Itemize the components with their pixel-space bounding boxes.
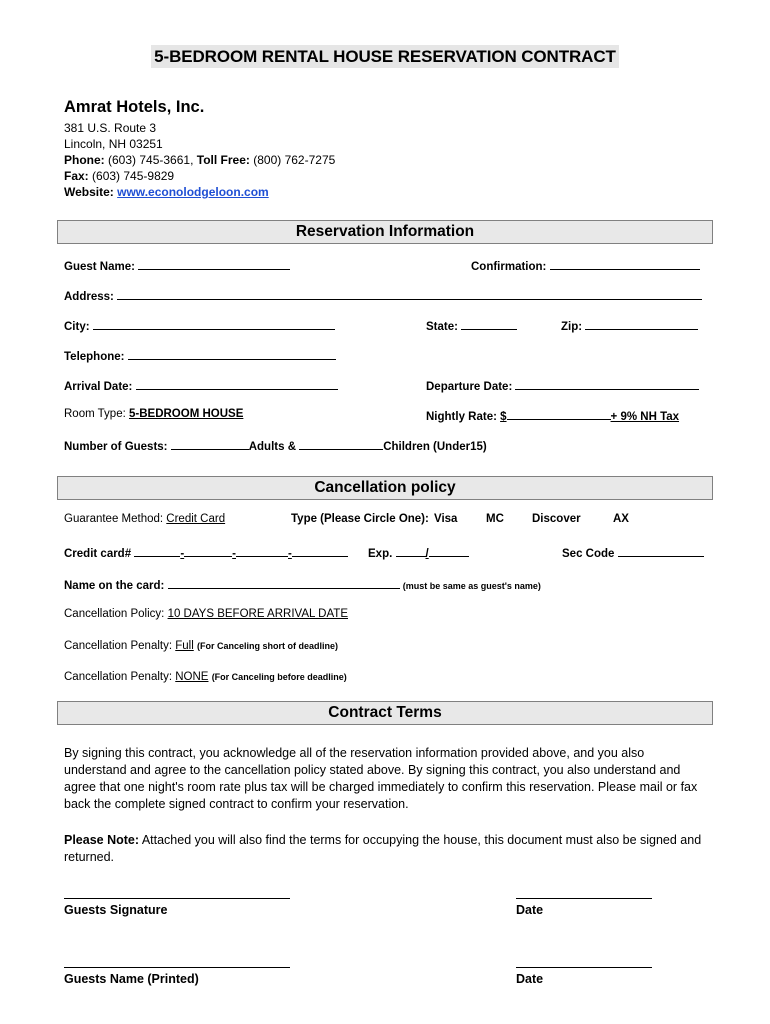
penalty-none-note: (For Canceling before deadline)	[211, 672, 347, 682]
city-field	[64, 318, 335, 333]
company-website-line	[64, 184, 269, 200]
guest-name-line[interactable]	[138, 258, 290, 270]
company-city: Lincoln, NH 03251	[64, 137, 163, 151]
nightly-rate-line[interactable]	[507, 408, 611, 420]
children-line[interactable]	[299, 438, 383, 450]
security-code-line[interactable]	[618, 545, 704, 557]
state-label: State:	[426, 321, 458, 333]
nightly-rate-field	[426, 408, 679, 423]
phone-label: Phone:	[64, 153, 105, 167]
state-line[interactable]	[461, 318, 517, 330]
fax-label: Fax:	[64, 169, 89, 183]
nightly-rate-currency: $	[500, 411, 507, 423]
credit-card-label: Credit card#	[64, 548, 132, 560]
phone-value: (603) 745-3661,	[108, 153, 194, 167]
security-code-field	[562, 545, 704, 560]
penalty-full-label: Cancellation Penalty:	[64, 640, 173, 652]
confirmation-line[interactable]	[550, 258, 700, 270]
guest-name-label: Guest Name:	[64, 261, 135, 273]
nightly-rate-tax: + 9% NH Tax	[610, 411, 680, 423]
confirmation-label: Confirmation:	[471, 261, 547, 273]
city-label: City:	[64, 321, 90, 333]
penalty-full-value: Full	[175, 640, 194, 652]
credit-card-line-2[interactable]	[184, 545, 232, 557]
expiration-field	[368, 545, 469, 560]
zip-field	[561, 318, 698, 333]
city-line[interactable]	[93, 318, 335, 330]
company-fax-line	[64, 168, 174, 184]
credit-card-line-4[interactable]	[292, 545, 348, 557]
document-title	[0, 47, 770, 67]
website-label: Website:	[64, 185, 114, 199]
cancellation-section-header: Cancellation policy	[57, 476, 713, 500]
expiration-month-line[interactable]	[396, 545, 426, 557]
departure-date-line[interactable]	[515, 378, 699, 390]
card-option-visa[interactable]: Visa	[434, 513, 458, 525]
printed-name-date-label: Date	[516, 972, 544, 986]
website-link[interactable]: www.econolodgeloon.com	[117, 185, 269, 199]
card-option-discover[interactable]: Discover	[532, 513, 581, 525]
cancellation-penalty-full	[64, 640, 338, 652]
credit-card-line-3[interactable]	[236, 545, 288, 557]
address-label: Address:	[64, 291, 114, 303]
room-type-field	[64, 408, 243, 420]
guest-name-printed-label: Guests Name (Printed)	[64, 972, 199, 986]
name-on-card-field	[64, 577, 541, 592]
arrival-date-field	[64, 378, 338, 393]
adults-line[interactable]	[171, 438, 249, 450]
company-name: Amrat Hotels, Inc.	[64, 98, 205, 116]
confirmation-field	[471, 258, 700, 273]
guest-name-field	[64, 258, 290, 273]
adults-label: Adults &	[248, 441, 296, 453]
please-note-paragraph	[64, 832, 704, 866]
cancellation-penalty-none	[64, 671, 347, 683]
credit-card-dash-1: -	[180, 548, 185, 560]
expiration-separator: /	[425, 548, 429, 560]
signature-date-label: Date	[516, 903, 544, 917]
credit-card-dash-2: -	[232, 548, 236, 560]
children-label: Children (Under15)	[383, 441, 487, 453]
card-option-mc[interactable]: MC	[486, 513, 504, 525]
card-type-label: Type (Please Circle One):	[291, 513, 429, 525]
expiration-year-line[interactable]	[429, 545, 469, 557]
fax-value: (603) 745-9829	[92, 169, 175, 183]
number-of-guests-label: Number of Guests:	[64, 441, 168, 453]
card-option-ax[interactable]: AX	[613, 513, 629, 525]
credit-card-field	[64, 545, 348, 560]
name-on-card-label: Name on the card:	[64, 580, 165, 592]
zip-line[interactable]	[585, 318, 698, 330]
cancellation-policy-label: Cancellation Policy:	[64, 608, 165, 620]
guarantee-method-value: Credit Card	[166, 513, 226, 525]
credit-card-dash-3: -	[288, 548, 292, 560]
penalty-none-value: NONE	[175, 671, 209, 683]
guest-signature-line[interactable]	[64, 898, 290, 899]
telephone-label: Telephone:	[64, 351, 125, 363]
contract-section-header: Contract Terms	[57, 701, 713, 725]
cancellation-policy-value: 10 DAYS BEFORE ARRIVAL DATE	[167, 608, 348, 620]
zip-label: Zip:	[561, 321, 583, 333]
credit-card-line-1[interactable]	[134, 545, 180, 557]
printed-name-date-line[interactable]	[516, 967, 652, 968]
guest-signature-label: Guests Signature	[64, 903, 168, 917]
please-note-label: Please Note:	[64, 833, 140, 847]
company-street: 381 U.S. Route 3	[64, 121, 157, 135]
document-title-text: 5-BEDROOM RENTAL HOUSE RESERVATION CONTRACT	[151, 45, 619, 68]
tollfree-label: Toll Free:	[196, 153, 250, 167]
name-on-card-note: (must be same as guest's name)	[402, 581, 541, 591]
penalty-full-note: (For Canceling short of deadline)	[196, 641, 338, 651]
contract-paragraph: By signing this contract, you acknowledge all of the reservation information provided above, and you also understand and agree to the cancellation policy stated above. By signing this contract, you also understand and agree that one night's room rate plus tax will be charged immediately to confirm this reservation. Please mail or fax back the complete signed contract to confirm your reservation.	[64, 746, 698, 811]
company-phone-line	[64, 152, 335, 168]
expiration-label: Exp.	[368, 548, 393, 560]
arrival-date-label: Arrival Date:	[64, 381, 133, 393]
number-of-guests-field	[64, 438, 487, 453]
address-line[interactable]	[117, 288, 702, 300]
nightly-rate-label: Nightly Rate:	[426, 411, 497, 423]
telephone-field	[64, 348, 336, 363]
please-note-text: Attached you will also find the terms for occupying the house, this document must also be signed and returned.	[64, 833, 702, 864]
penalty-none-label: Cancellation Penalty:	[64, 671, 173, 683]
telephone-line[interactable]	[128, 348, 336, 360]
security-code-label: Sec Code	[562, 548, 615, 560]
guarantee-method-field	[64, 513, 225, 525]
signature-date-line[interactable]	[516, 898, 652, 899]
cancellation-policy-field	[64, 608, 348, 620]
room-type-label: Room Type:	[64, 408, 126, 420]
departure-date-label: Departure Date:	[426, 381, 513, 393]
guest-name-printed-line[interactable]	[64, 967, 290, 968]
tollfree-value: (800) 762-7275	[253, 153, 336, 167]
state-field	[426, 318, 517, 333]
room-type-value: 5-BEDROOM HOUSE	[129, 408, 244, 420]
arrival-date-line[interactable]	[136, 378, 338, 390]
name-on-card-line[interactable]	[168, 577, 400, 589]
guarantee-method-label: Guarantee Method:	[64, 513, 164, 525]
address-field	[64, 288, 702, 303]
departure-date-field	[426, 378, 699, 393]
reservation-section-header: Reservation Information	[57, 220, 713, 244]
